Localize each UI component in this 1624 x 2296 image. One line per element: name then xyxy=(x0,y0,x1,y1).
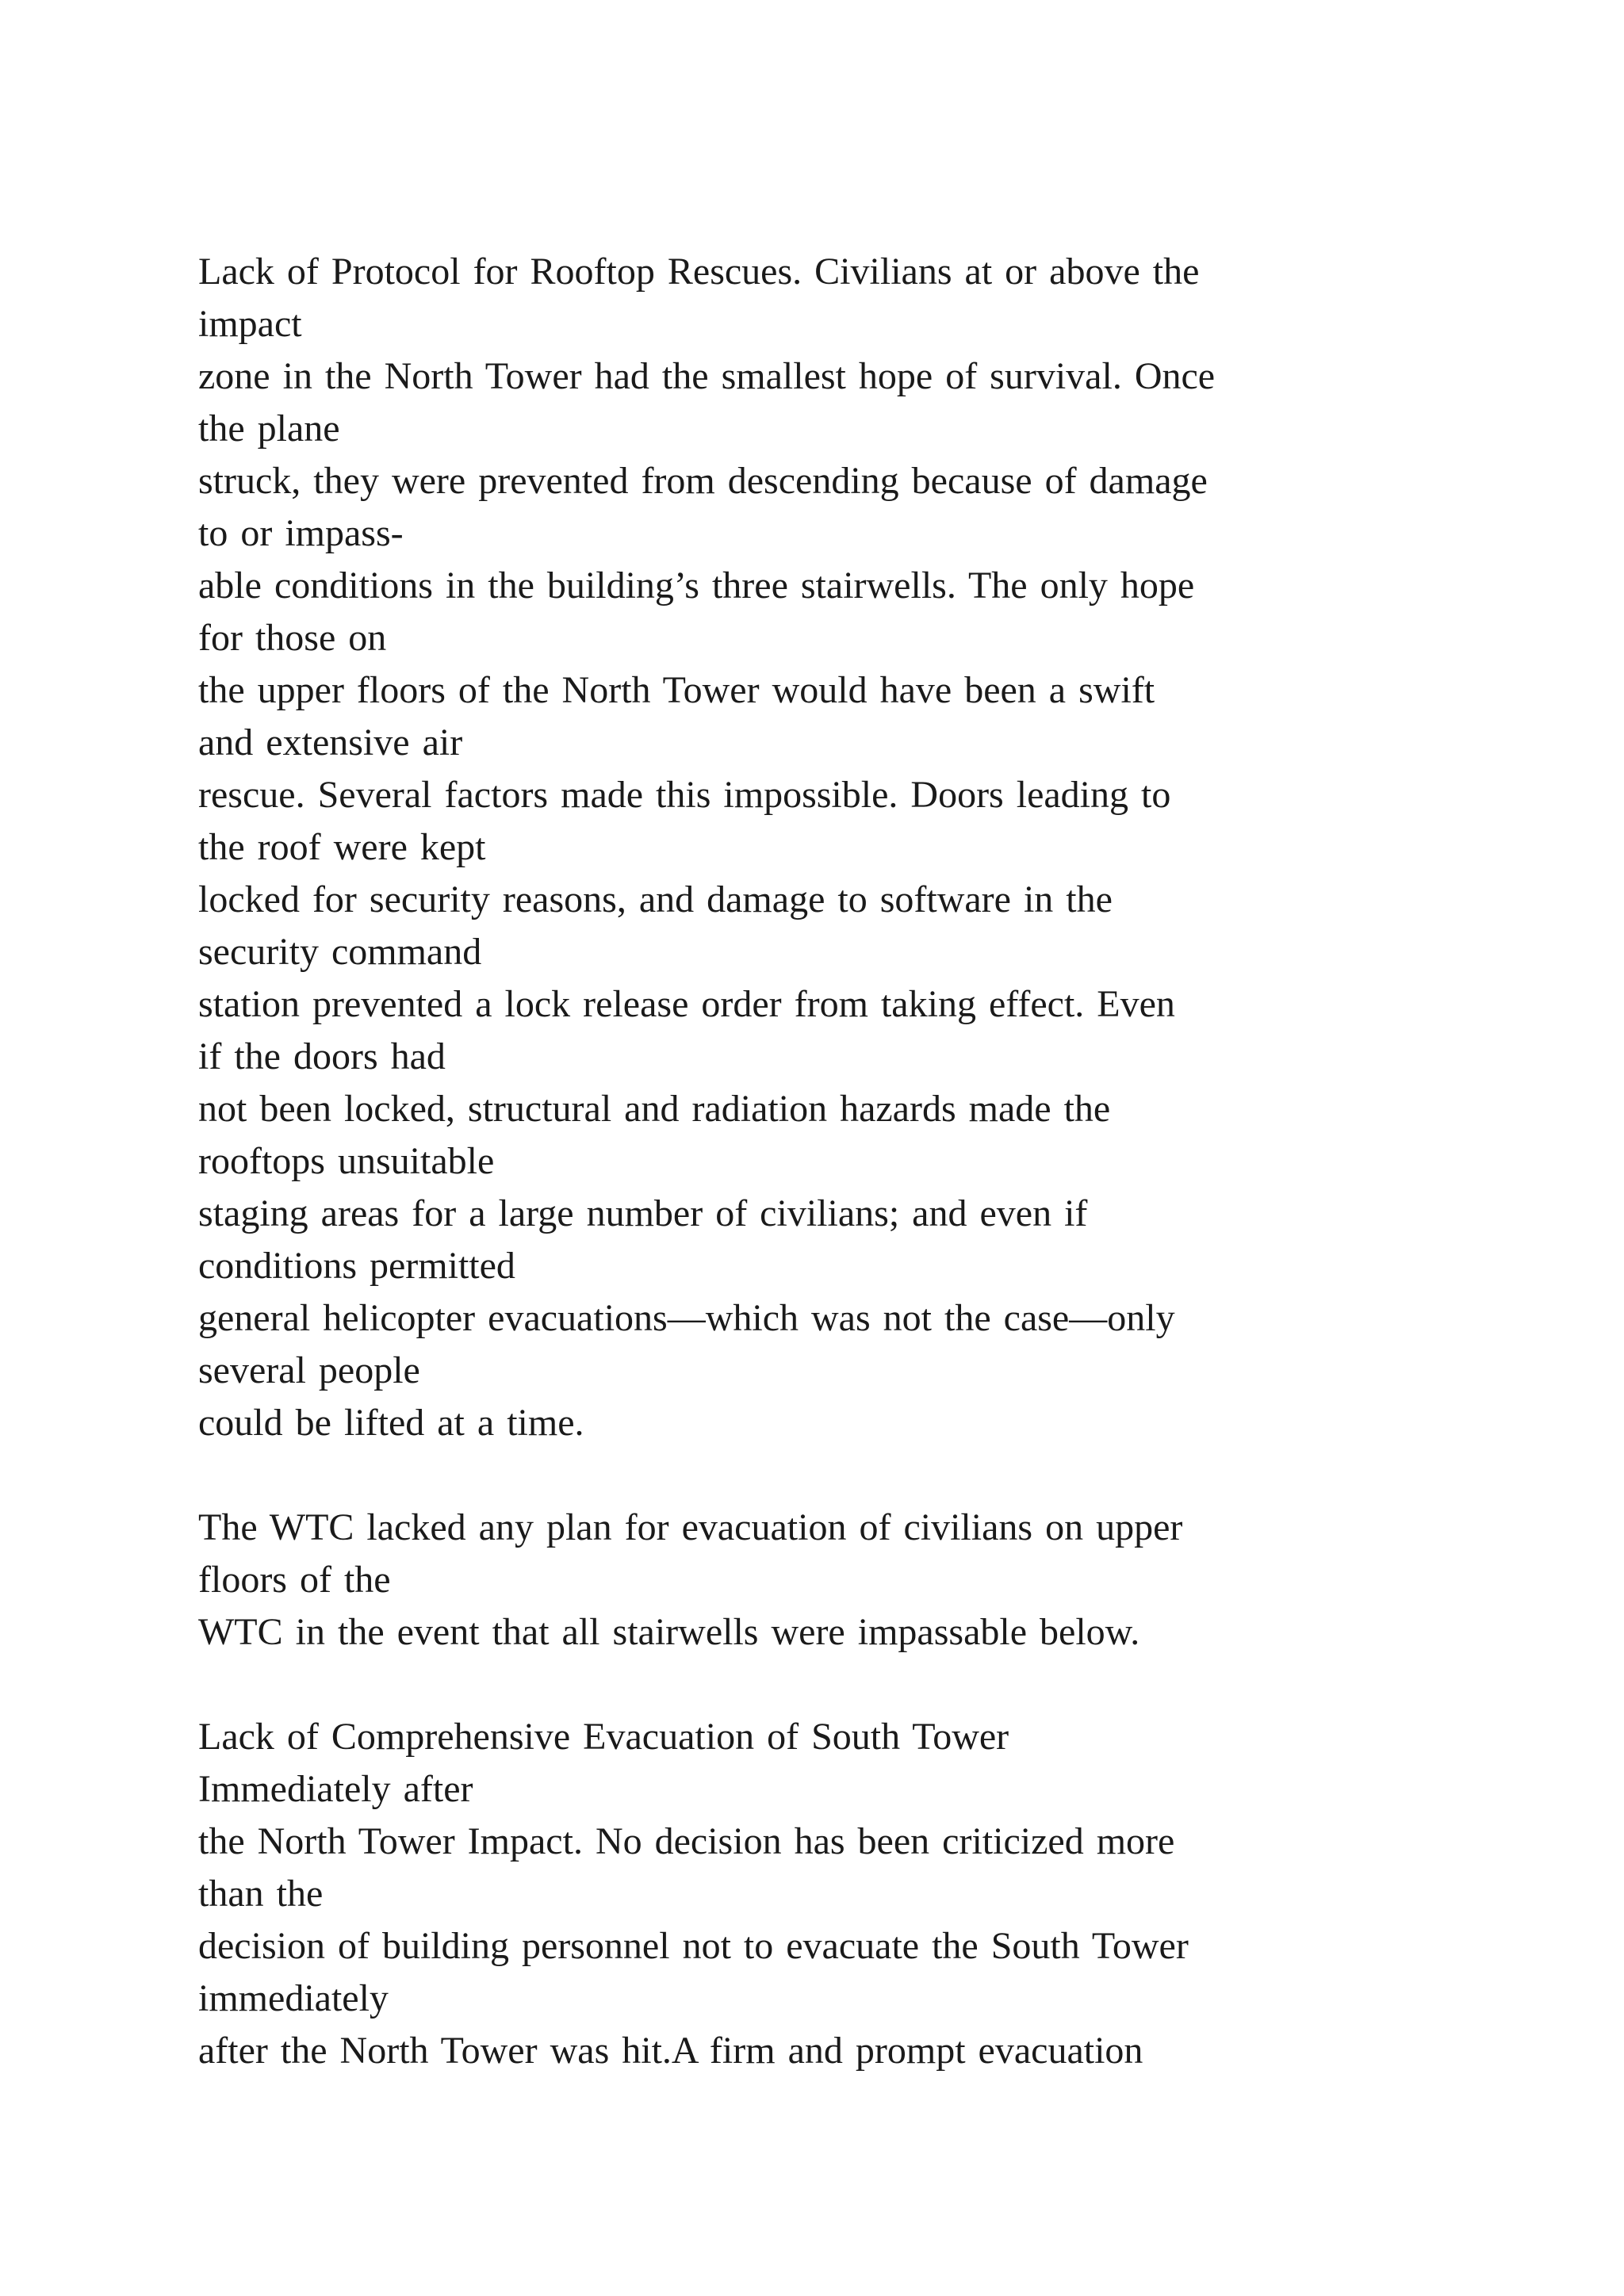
text-line: rescue. Several factors made this impossible. Doors leading to xyxy=(198,774,1171,816)
text-line: could be lifted at a time. xyxy=(198,1402,584,1444)
text-line: WTC in the event that all stairwells were impassable below. xyxy=(198,1611,1140,1653)
text-line: struck, they were prevented from descending because of damage xyxy=(198,460,1208,502)
paragraph-spacer xyxy=(198,1449,1507,1502)
text-line: the roof were kept xyxy=(198,826,486,868)
text-line: for those on xyxy=(198,617,387,659)
paragraph-spacer xyxy=(198,1659,1507,1711)
paragraph-rooftop-rescues xyxy=(198,246,1507,1449)
text-line: zone in the North Tower had the smallest hope of survival. Once xyxy=(198,355,1216,397)
text-line: floors of the xyxy=(198,1559,391,1601)
text-line: staging areas for a large number of civilians; and even if xyxy=(198,1192,1088,1234)
text-line: several people xyxy=(198,1349,420,1391)
text-line: security command xyxy=(198,931,482,973)
text-line: locked for security reasons, and damage to software in the xyxy=(198,878,1113,920)
text-line: after the North Tower was hit.A firm and prompt evacuation xyxy=(198,2030,1143,2072)
text-line: able conditions in the building’s three stairwells. The only hope xyxy=(198,564,1195,607)
text-line: the upper floors of the North Tower would have been a swift xyxy=(198,669,1155,711)
text-line: impact xyxy=(198,303,302,345)
text-line: general helicopter evacuations—which was not the case—only xyxy=(198,1297,1175,1339)
text-line: the North Tower Impact. No decision has been criticized more xyxy=(198,1820,1175,1862)
text-line: immediately xyxy=(198,1977,389,2019)
text-line: to or impass- xyxy=(198,512,404,554)
paragraph-wtc-evacuation-plan xyxy=(198,1502,1507,1659)
text-line: The WTC lacked any plan for evacuation of civilians on upper xyxy=(198,1506,1183,1548)
text-line: if the doors had xyxy=(198,1035,446,1077)
text-line: decision of building personnel not to evacuate the South Tower xyxy=(198,1925,1189,1967)
text-line: than the xyxy=(198,1873,324,1915)
text-line: not been locked, structural and radiation hazards made the xyxy=(198,1088,1111,1130)
paragraph-south-tower-evacuation xyxy=(198,1711,1507,2077)
text-line: and extensive air xyxy=(198,721,463,763)
text-line: Immediately after xyxy=(198,1768,473,1810)
text-line: conditions permitted xyxy=(198,1245,515,1287)
document-body xyxy=(198,246,1507,2077)
text-line: rooftops unsuitable xyxy=(198,1140,495,1182)
text-line: Lack of Protocol for Rooftop Rescues. Civilians at or above the xyxy=(198,251,1200,293)
text-line: the plane xyxy=(198,408,340,450)
text-line: station prevented a lock release order from taking effect. Even xyxy=(198,983,1175,1025)
text-line: Lack of Comprehensive Evacuation of South Tower xyxy=(198,1716,1009,1758)
